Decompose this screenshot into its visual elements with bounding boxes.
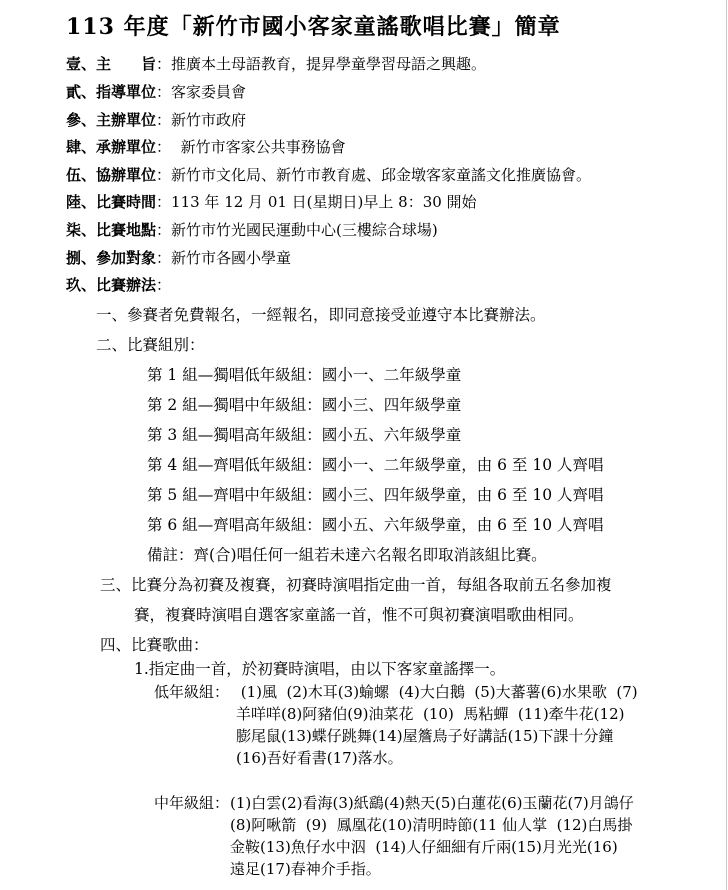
rule-three-line1: 三、比賽分為初賽及複賽，初賽時演唱指定曲一首，每組各取前五名參加複 xyxy=(100,576,612,594)
group-item: 第 2 組—獨唱中年級組：國小三、四年級學童 xyxy=(147,396,462,414)
item-value: 新竹市各國小學童 xyxy=(171,249,292,267)
item-executor: 肆、承辦單位： 新竹市客家公共事務協會 xyxy=(66,138,346,156)
item-co-organizer: 伍、協辦單位：新竹市文化局、新竹市教育處、邱金墩客家童謠文化推廣協會。 xyxy=(66,166,592,184)
low-grade-label: 低年級組： xyxy=(154,683,230,701)
group-item: 第 6 組—齊唱高年級組：國小五、六年級學童，由 6 至 10 人齊唱 xyxy=(147,516,604,534)
song-line: (1)風 (2)木耳(3)蝓螺 (4)大白鵝 (5)大蕃薯(6)水果歌 (7) xyxy=(236,683,638,701)
group-item: 第 1 組—獨唱低年級組：國小一、二年級學童 xyxy=(147,366,462,384)
item-value: 推廣本土母語教育，提昇學童學習母語之興趣。 xyxy=(171,55,487,73)
item-organizer: 參、主辦單位：新竹市政府 xyxy=(66,111,247,129)
item-location: 柒、比賽地點：新竹市竹光國民運動中心(三樓綜合球場) xyxy=(66,221,438,239)
group-item: 第 3 組—獨唱高年級組：國小五、六年級學童 xyxy=(147,426,462,444)
item-label: 玖、比賽辦法 xyxy=(66,276,157,294)
song-line: 羊咩咩(8)阿豬伯(9)油菜花 (10) 馬粘蟬 (11)牽牛花(12) xyxy=(236,705,625,723)
item-participants: 捌、參加對象：新竹市各國小學童 xyxy=(66,249,292,267)
item-label: 壹、主 旨 xyxy=(66,55,157,73)
item-value: 新竹市竹光國民運動中心(三樓綜合球場) xyxy=(171,221,438,239)
rule-three-line2: 賽，複賽時演唱自選客家童謠一首，惟不可與初賽演唱歌曲相同。 xyxy=(134,606,584,624)
low-grade-song-list xyxy=(236,681,638,769)
item-purpose: 壹、主 旨：推廣本土母語教育，提昇學童學習母語之興趣。 xyxy=(66,55,487,73)
item-value: 新竹市文化局、新竹市教育處、邱金墩客家童謠文化推廣協會。 xyxy=(171,166,592,184)
item-label: 陸、比賽時間 xyxy=(66,193,157,211)
item-value: 新竹市客家公共事務協會 xyxy=(171,138,346,156)
group-item: 第 4 組—齊唱低年級組：國小一、二年級學童，由 6 至 10 人齊唱 xyxy=(147,456,604,474)
group-note: 備註：齊(合)唱任何一組若未達六名報名即取消該組比賽。 xyxy=(147,546,547,564)
song-line: (16)吾好看書(17)落水。 xyxy=(236,749,403,767)
item-label: 伍、協辦單位 xyxy=(66,166,157,184)
item-value: 新竹市政府 xyxy=(171,111,247,129)
rule-one: 一、參賽者免費報名，一經報名，即同意接受並遵守本比賽辦法。 xyxy=(96,306,546,324)
item-guiding-unit: 貳、指導單位：客家委員會 xyxy=(66,83,247,101)
item-label: 參、主辦單位 xyxy=(66,111,157,129)
item-label: 柒、比賽地點 xyxy=(66,221,157,239)
group-item: 第 5 組—齊唱中年級組：國小三、四年級學童，由 6 至 10 人齊唱 xyxy=(147,486,604,504)
song-line: (1)白雲(2)看海(3)紙鷂(4)熱天(5)白蓮花(6)玉蘭花(7)月鴿仔 xyxy=(230,794,634,812)
song-line: (8)阿啾箭 (9) 鳳凰花(10)清明時節(11 仙人掌 (12)白馬掛 xyxy=(230,816,633,834)
song-line: 遠足(17)春神介手指。 xyxy=(230,860,381,878)
item-rules: 玖、比賽辦法： xyxy=(66,276,172,294)
item-value: 客家委員會 xyxy=(171,83,247,101)
item-value: 113 年 12 月 01 日(星期日)早上 8：30 開始 xyxy=(171,193,477,211)
item-time: 陸、比賽時間：113 年 12 月 01 日(星期日)早上 8：30 開始 xyxy=(66,193,477,211)
song-line: 金鞍(13)魚仔水中泅 (14)人仔細細有斤兩(15)月光光(16) xyxy=(230,838,618,856)
item-label: 肆、承辦單位 xyxy=(66,138,157,156)
song-line: 膨尾鼠(13)蝶仔跳舞(14)屋簷鳥子好講話(15)下課十分鐘 xyxy=(236,727,614,745)
rule-two: 二、比賽組別： xyxy=(96,336,205,354)
mid-grade-song-list xyxy=(230,792,634,880)
item-label: 捌、參加對象 xyxy=(66,249,157,267)
item-label: 貳、指導單位 xyxy=(66,83,157,101)
rule-four: 四、比賽歌曲： xyxy=(100,636,209,654)
rule-four-1: 1.指定曲一首，於初賽時演唱，由以下客家童謠擇一。 xyxy=(134,660,506,678)
document-title: 113 年度「新竹市國小客家童謠歌唱比賽」簡章 xyxy=(66,14,561,40)
mid-grade-label: 中年級組： xyxy=(154,794,230,812)
